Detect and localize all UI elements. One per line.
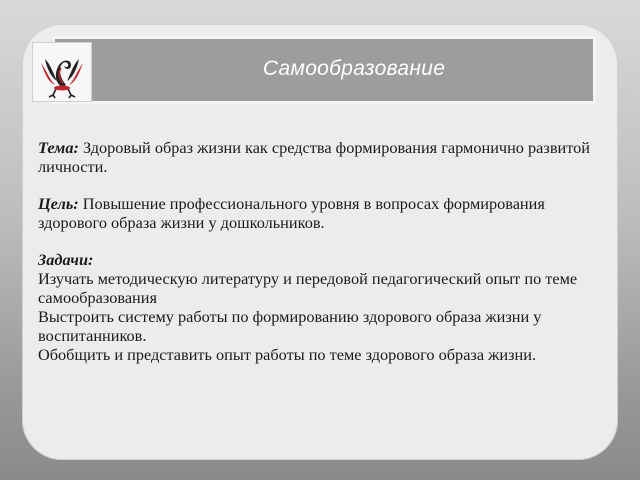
task-item: Обобщить и представить опыт работы по теме здорового образа жизни. (38, 345, 537, 364)
task-item: Изучать методическую литературу и передовой педагогический опыт по теме самообразования (38, 269, 578, 307)
logo (32, 42, 92, 102)
theme-text: Здоровый образ жизни как средства формирования гармонично развитой личности. (38, 138, 590, 176)
slide-content (38, 138, 608, 382)
theme-paragraph (38, 138, 608, 176)
goal-label: Цель: (38, 194, 79, 213)
bird-emblem-icon (33, 43, 91, 101)
title-bar (52, 36, 596, 104)
theme-label: Тема: (38, 138, 79, 157)
goal-paragraph (38, 194, 608, 232)
goal-text: Повышение профессионального уровня в вопросах формирования здорового образа жизни у дошкольников. (38, 194, 545, 232)
tasks-paragraph (38, 250, 608, 364)
tasks-label: Задачи: (38, 250, 94, 269)
task-item: Выстроить систему работы по формированию здорового образа жизни у воспитанников. (38, 307, 542, 345)
slide-title: Самообразование (262, 57, 446, 80)
